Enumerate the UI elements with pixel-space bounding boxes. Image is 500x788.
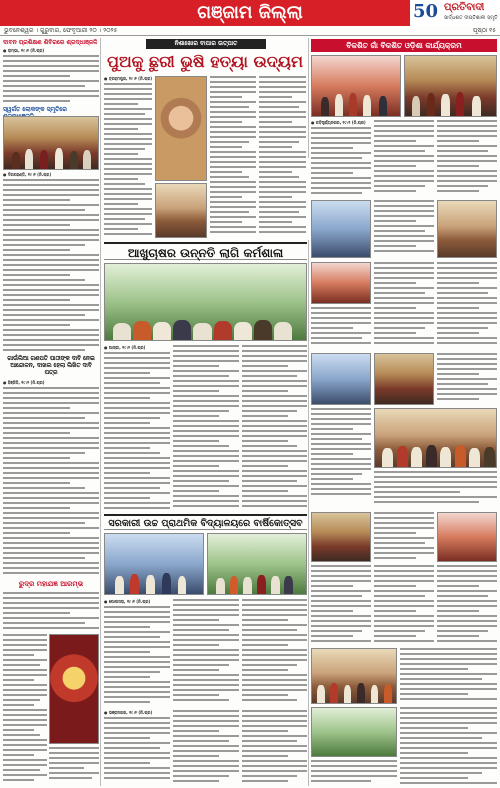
article-body (173, 599, 239, 706)
article-body (311, 565, 371, 645)
logo-tagline: ସାର୍ଦ୍ଧଶତ ଦୀପ୍ତିଶାଳୀ ସ୍ମୃତି (444, 15, 498, 21)
photo-school-function (104, 533, 204, 595)
photo-program-2 (437, 512, 497, 562)
article-body (374, 471, 497, 509)
photo-yajna-deity (49, 634, 99, 744)
photo-program-1 (311, 512, 371, 562)
article-body (104, 352, 170, 510)
article-body (3, 387, 99, 577)
headline-left-bottom[interactable]: ରୁଦ୍ର ମହାଯଜ୍ଞ ଆରମ୍ଭ (18, 580, 84, 588)
dateline-left-top: ● ରାମ୍ଭା, ୧୯।୨ (ନି.ପ୍ର) (3, 48, 45, 53)
photo-development-event (311, 55, 401, 117)
article-body (437, 120, 497, 197)
logo-anniversary-number: 50 (413, 1, 439, 22)
photo-tribute-meeting (3, 116, 99, 170)
article-body (3, 55, 99, 105)
headline-left-mid[interactable]: ସ୍ୱର୍ଗତ ଲୋକଙ୍କ ସ୍ମୃତିରେ (3, 106, 67, 113)
dateline-bottom: ● ଭଞ୍ଜନଗର, ୧୯।୨ (ନି.ପ୍ର) (104, 710, 153, 715)
article-body (3, 634, 47, 784)
article-body (242, 345, 307, 510)
headline-left-low[interactable]: ଗାଉଁଲିଆ ଗଣପତି ପାଠୀଙ୍କ ଦାବି ନେଇ ଆନ୍ଦୋଳନ, ଦାଖଲ ହେଲା ଲିଖିତ ଦାବି ପତ୍ର (7, 356, 95, 376)
article-body (437, 565, 497, 645)
edition-dateline (0, 26, 500, 36)
article-body (242, 599, 307, 706)
kicker-label: ନିଶାଖୋର ବାପାର ଉତ୍ପାତ (146, 39, 266, 49)
photo-ceremony-2 (374, 353, 434, 405)
article-body (3, 592, 99, 632)
workshop-headline[interactable]: ଆଖୁଚାଷର ଉନ୍ନତି ଲାଗି କର୍ମଶାଳା (104, 242, 307, 260)
headline-left-top[interactable]: ଦାବନ ପ୍ରଶିକ୍ଷଣ ଶିବିରରେ ଶ୍ରଦ୍ଧାଞ୍ଜଳି (3, 39, 98, 46)
article-body (400, 648, 497, 704)
photo-event-bottom (311, 707, 397, 757)
dateline-right-top: ● କବିସୂର୍ଯ୍ୟନଗର, ୧୯।୨ (ନି.ପ୍ର) (311, 120, 366, 125)
photo-felicitation (311, 262, 371, 304)
article-body (374, 262, 434, 350)
photo-gathering (374, 408, 497, 468)
column-divider (308, 240, 309, 786)
article-body (311, 408, 371, 500)
article-body (311, 127, 371, 197)
article-body (400, 707, 497, 786)
article-body (104, 717, 170, 785)
lead-headline[interactable]: ପୁଅକୁ ଛୁରୀ ଭୁଷି ହତ୍ୟା ଉଦ୍ୟମ (107, 52, 303, 71)
article-body (3, 179, 99, 354)
article-body (242, 710, 307, 785)
article-body (374, 200, 434, 258)
photo-injured-child (155, 76, 207, 181)
article-body (173, 710, 239, 785)
logo-name: ପ୍ରତିବାଦୀ (444, 2, 485, 13)
article-body (49, 747, 99, 785)
article-body (259, 76, 306, 238)
page-number: ପୃଷ୍ଠା ୧୫ (472, 27, 496, 34)
article-body (173, 345, 239, 510)
article-body (311, 760, 397, 786)
article-body (210, 76, 256, 238)
dateline-lead: ● ବ୍ରହ୍ମପୁର, ୧୯।୨ (ନି.ପ୍ର) (104, 76, 153, 81)
photo-audience (437, 200, 497, 258)
photo-ceremony-1 (311, 353, 371, 405)
photo-students-stage (207, 533, 307, 595)
article-body (104, 606, 170, 706)
dateline-workshop: ● ଆସ୍କା, ୧୯।୨ (ନି.ପ୍ର) (104, 345, 146, 350)
article-body (374, 565, 434, 645)
article-body (311, 307, 371, 350)
column-divider (308, 38, 309, 158)
column-divider (100, 38, 101, 786)
photo-sugarcane-workshop (104, 263, 307, 341)
newspaper-logo[interactable] (408, 0, 500, 26)
dateline-school: ● ପୋଲସରା, ୧୯।୨ (ନି.ପ୍ର) (104, 599, 151, 604)
article-body (437, 353, 497, 405)
photo-rally (311, 648, 397, 704)
photo-meeting-hall (311, 200, 371, 258)
dateline-left-mid: ● ଦିଗପହଣ୍ଡି, ୧୯।୨ (ନି.ପ୍ର) (3, 172, 52, 177)
article-body (104, 83, 152, 238)
article-body (374, 512, 434, 562)
dateline-left-low: ● ହିଞ୍ଜିଳି, ୧୯।୨ (ନି.ପ୍ର) (3, 380, 45, 385)
school-headline[interactable]: ସରକାରୀ ଉଚ୍ଚ ପ୍ରାଥମିକ ବିଦ୍ୟାଳୟରେ ବାର୍ଷିକୋତ୍ସବ (104, 514, 307, 530)
photo-dignitaries-stage (404, 55, 497, 117)
article-body (374, 120, 434, 197)
article-body (437, 262, 497, 350)
headline-right-top[interactable]: ବିକଶିତ ଗାଁ ବିକଶିତ ଓଡ଼ିଶା କାର୍ଯ୍ୟକ୍ରମ (311, 39, 497, 52)
page-title: ଗଞ୍ଜାମ ଜିଲ୍ଲା (197, 2, 303, 23)
edition-date: ଭୁବନେଶ୍ୱର । ଗୁରୁବାର, ଫେବୃଆରୀ ୨୦ । ୨୦୨୫ (4, 27, 118, 34)
photo-child-bed (155, 183, 207, 238)
